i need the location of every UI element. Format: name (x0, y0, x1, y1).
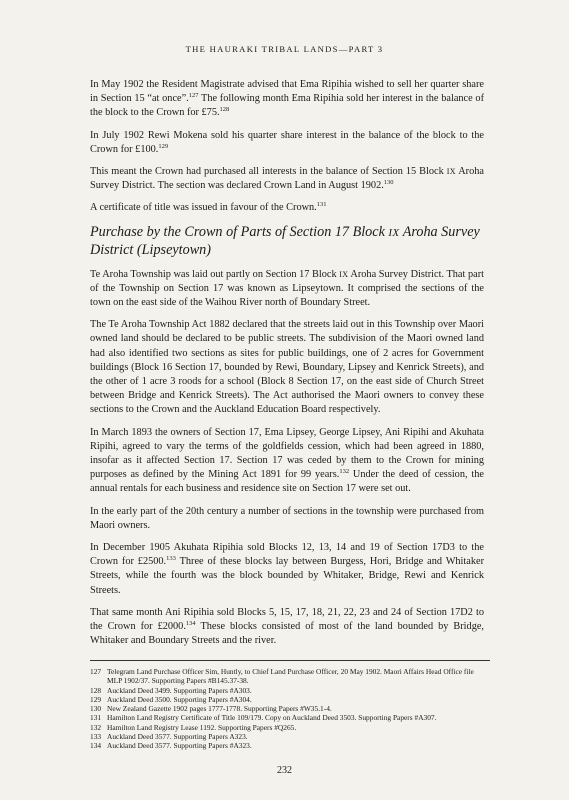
text: In December 1905 Akuhata Ripihia sold Blocks 12, 13, 14 and 19 of Section 17D3 to the Crown for £2500. (90, 542, 484, 568)
text: This meant the Crown had purchased all interests in the balance of Section 15 Block (90, 166, 447, 178)
text: The Te Aroha Township Act 1882 declared that the streets laid out in this Township over Maori owned land should be declared to be public streets. The subdivision of the Maori owned land had also identified two sections as sites for public buildings, one of 2 acres for Government buildings (Block 16 Section 17, bounded by Rewi, Boundary, Lipsey and Kenrick Streets), and the other of 1 acre 3 roods for a school (Block 8 Section 17, on the east side of Church Street between Bridge and Kenrick Streets). The Act authorised the Maori owners to convey these sections to the Crown and the Auckland Education Board respectively. (90, 319, 484, 416)
footnote-ref[interactable]: 128 (219, 106, 230, 114)
paragraph (90, 426, 484, 497)
paragraph (90, 201, 484, 215)
paragraph (90, 78, 484, 121)
page-number: 232 (277, 765, 292, 776)
text: That same month Ani Ripihia sold Blocks 5, 15, 17, 18, 21, 22, 23 and 24 of Section 17D2 to the Crown for £2000. (90, 606, 484, 633)
paragraph (90, 505, 484, 533)
text: Purchase by the Crown of Parts of Section 17 Block (90, 223, 389, 240)
footnote (90, 704, 490, 713)
text: In July 1902 Rewi Mokena sold his quarter share interest in the balance of the block to the Crown for £100. (90, 129, 484, 155)
paragraph (90, 541, 484, 598)
paragraph (90, 165, 484, 193)
paragraph (90, 606, 484, 649)
text: A certificate of title was issued in favour of the Crown. (90, 202, 317, 214)
text: Under the deed of cession, the annual rentals for each business and residence site on Section 17 were set out. (90, 469, 484, 495)
footnote-ref[interactable]: 129 (158, 142, 169, 150)
footnotes (90, 660, 490, 751)
footnote (90, 667, 490, 686)
paragraph (90, 318, 484, 417)
footnote-text: Auckland Deed 3499. Supporting Papers #A303. (107, 685, 252, 695)
text: In March 1893 the owners of Section 17, Ema Lipsey, George Lipsey, Ani Ripihi and Akuhata Ripihi, agreed to vary the terms of the goldfields cession, which had been agreed in 1880, insofar as it affected Section 17. Section 17 was ceded by them to the Crown for mining purposes as defined by the Mining Act 1891 for 99 years. (90, 426, 484, 481)
section-heading (90, 224, 484, 259)
footnote-number: 131 (90, 713, 102, 723)
small-caps-text: IX (446, 167, 456, 177)
text: Aroha Survey District. The section was declared Crown Land in August 1902. (90, 166, 484, 192)
text: The following month Ema Ripihia sold her interest in the balance of the block to the Crown for £75. (90, 93, 484, 119)
footnote (90, 695, 490, 704)
text: Aroha Survey District. That part of the Township on Section 17 was known as Lipseytown. It comprised the sections of the town on the east side of the Waihou River north of Boundary Street. (90, 268, 485, 309)
footnote-ref[interactable]: 127 (188, 92, 199, 100)
footnote-text: Auckland Deed 3577. Supporting Papers A323. (107, 732, 248, 742)
body-text (90, 78, 484, 657)
small-caps-text: IX (339, 269, 349, 279)
footnote-text: Hamilton Land Registry Certificate of Title 109/179. Copy on Auckland Deed 3503. Supporting Papers #A307. (107, 713, 437, 723)
footnote (90, 713, 490, 722)
footnote-number: 130 (90, 704, 102, 714)
footnote (90, 723, 490, 732)
footnote-number: 128 (90, 685, 102, 695)
footnote-number: 132 (90, 722, 102, 732)
footnote-ref[interactable]: 132 (339, 468, 350, 476)
text: Te Aroha Township was laid out partly on Section 17 Block (90, 268, 340, 280)
footnote-ref[interactable]: 133 (166, 555, 176, 563)
paragraph (90, 268, 484, 311)
text: These blocks consisted of most of the land bounded by Bridge, Whitaker and Boundary Streets and the river. (90, 621, 484, 647)
footnote-number: 134 (90, 741, 102, 751)
footnote-text: Auckland Deed 3500. Supporting Papers #A304. (107, 694, 252, 704)
paragraph (90, 129, 484, 157)
footnote-number: 129 (90, 694, 102, 704)
running-head: THE HAURAKI TRIBAL LANDS—PART 3 (185, 44, 384, 54)
footnote (90, 741, 490, 750)
footnote (90, 686, 490, 695)
footnote-text: New Zealand Gazette 1902 pages 1777-1778. Supporting Papers #W35.1-4. (107, 704, 332, 714)
footnote-text: Hamilton Land Registry Lease 1192. Supporting Papers #Q265. (107, 722, 297, 732)
footnote-number: 127 (90, 667, 102, 676)
footnote-text: Auckland Deed 3577. Supporting Papers #A323. (107, 741, 252, 751)
footnote-text: Telegram Land Purchase Officer Sim, Huntly, to Chief Land Purchase Officer, 20 May 1902. Maori Affairs Head Office file MLP 1902/37. Supporting Papers #B145.37-38. (107, 667, 474, 686)
footnote-ref[interactable]: 130 (383, 179, 394, 187)
text: Aroha Survey District (Lipseytown) (90, 223, 480, 258)
footnote-ref[interactable]: 134 (185, 620, 196, 628)
text: In the early part of the 20th century a number of sections in the township were purchased from Maori owners. (90, 505, 484, 531)
footnote (90, 732, 490, 741)
footnote-ref[interactable]: 131 (316, 201, 327, 209)
text: In May 1902 the Resident Magistrate advised that Ema Ripihia wished to sell her quarter share in Section 15 “at once”. (90, 79, 484, 105)
small-caps-text: IX (388, 226, 400, 239)
text: Three of these blocks lay between Burgess, Hori, Bridge and Whitaker Streets, while the fourth was the block bounded by Whitaker, Bridge, Rewi and Kenrick Streets. (90, 556, 484, 596)
footnote-number: 133 (90, 732, 102, 742)
